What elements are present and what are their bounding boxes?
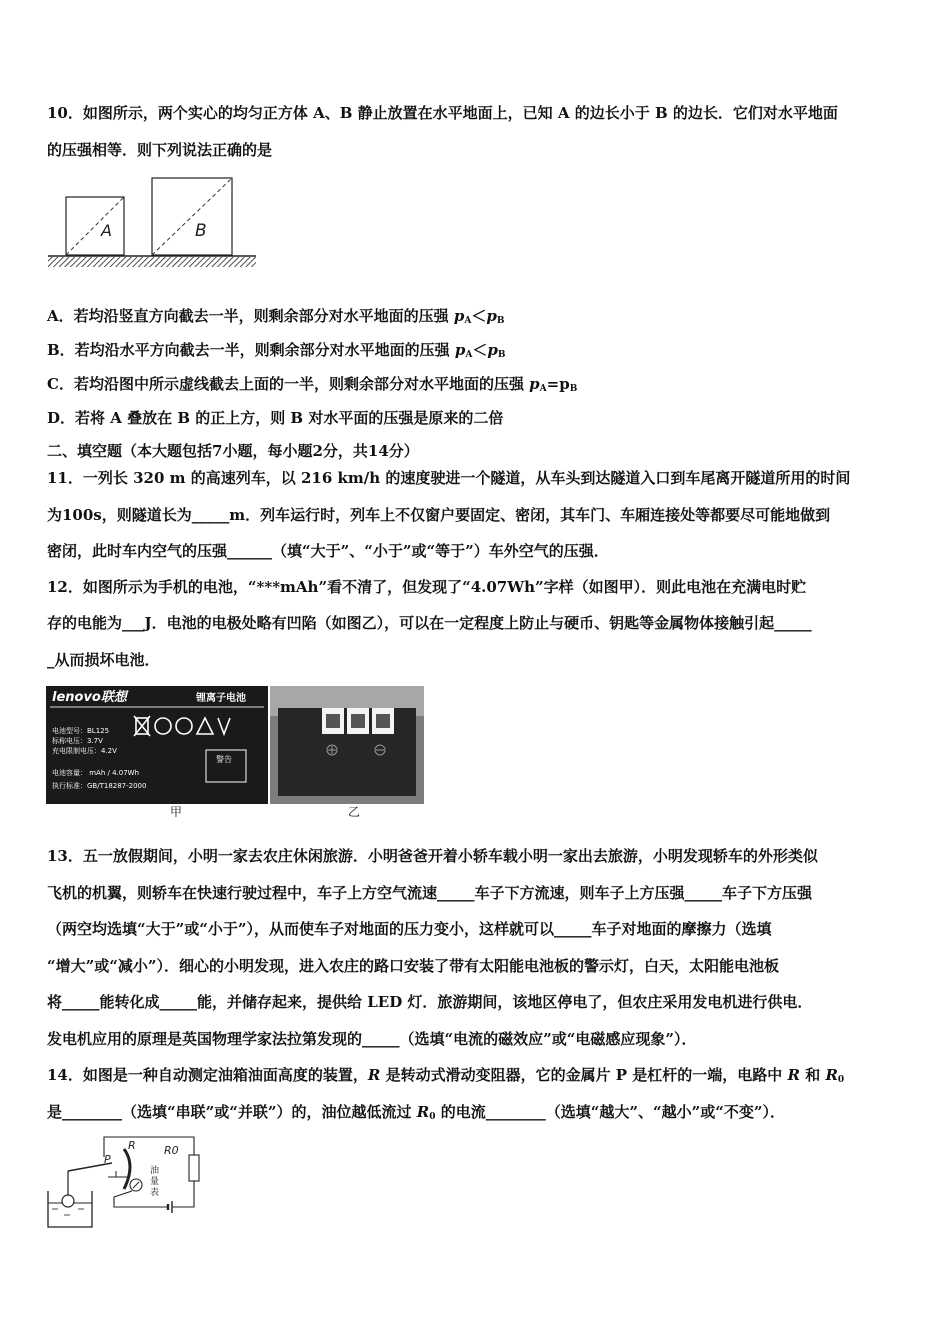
float-ball (62, 1195, 74, 1207)
battery-spec-1: 电池型号：BL125 (52, 727, 110, 735)
q10-option-a: A．若均沿竖直方向截去一半，则剩余部分对水平地面的压强 $p_A<p_B$ (47, 307, 505, 326)
ground-hatch (48, 257, 256, 267)
battery-warning: 警告 (216, 755, 232, 764)
q13-line-6: 发电机应用的原理是英国物理学家法拉第发现的_____（选填“电流的磁效应”或“电磁感应现象”）． (47, 1030, 697, 1048)
q10-option-c: C．若均沿图中所示虚线截去上面的一半，则剩余部分对水平地面的压强 $p_A=p_B$ (47, 375, 578, 394)
q12-battery-figure (46, 686, 426, 824)
label-r: R (128, 1139, 136, 1152)
label-p: P (104, 1153, 111, 1166)
q12-line-3: _从而损坏电池． (47, 651, 160, 669)
q12-line-2: 存的电能为___J．电池的电极处略有凹陷（如图乙），可以在一定程度上防止与硬币、钥匙等金属物体接触引起_____ (47, 614, 812, 632)
q10-line-1: 10．如图所示，两个实心的均匀正方体 A、B 静止放置在水平地面上，已知 A 的边长小于 B 的边长．它们对水平地面 (47, 104, 838, 122)
q14-line-1: 14．如图是一种自动测定油箱油面高度的装置，R 是转动式滑动变阻器，它的金属片 P 是杠杆的一端，电路中 R 和 $R_0$ (47, 1066, 845, 1085)
battery-brand: lenovo联想 (52, 690, 127, 705)
q14-line-2: 是________（选填“串联”或“并联”）的，油位越低流过 $R_0$ 的电流________（选填“越大”、“越小”或“不变”）． (47, 1103, 785, 1122)
q13-line-2: 飞机的机翼，则轿车在快速行驶过程中，车子上方空气流速_____车子下方流速，则车子上方压强_____车子下方压强 (47, 884, 813, 902)
q10-line-2: 的压强相等．则下列说法正确的是 (47, 141, 273, 159)
battery-spec-4: 电池容量： mAh / 4.07Wh (52, 769, 140, 777)
battery-spec-2: 标称电压：3.7V (52, 737, 103, 745)
q13-line-4: “增大”或“减小”）．细心的小明发现，进入农庄的路口安装了带有太阳能电池板的警示灯，白天，太阳能电池板 (47, 957, 780, 975)
q11-line-3: 密闭，此时车内空气的压强______（填“大于”、“小于”或“等于”）车外空气的压强． (47, 542, 609, 560)
q10-option-b: B．若均沿水平方向截去一半，则剩余部分对水平地面的压强 $p_A<p_B$ (47, 341, 506, 360)
section-2-heading: 二、填空题（本大题包括7小题，每小题2分，共14分） (47, 442, 419, 460)
caption-yi: 乙 (348, 805, 361, 819)
label-r0: R0 (164, 1144, 179, 1157)
battery-spec-3: 充电限制电压：4.2V (52, 747, 117, 755)
battery-type: 锂离子电池 (196, 693, 246, 704)
q10-cubes-figure (46, 172, 258, 276)
q11-line-1: 11．一列长 320 m 的高速列车，以 216 km/h 的速度驶进一个隧道，从车头到达隧道入口到车尾离开隧道所用的时间 (47, 469, 851, 487)
q13-line-5: 将_____能转化成_____能，并储存起来，提供给 LED 灯．旅游期间，该地区停电了，但农庄采用发电机进行供电． (47, 993, 813, 1011)
battery-spec-5: 执行标准：GB/T18287-2000 (52, 782, 147, 790)
q14-oil-gauge-figure (44, 1135, 204, 1235)
cube-a (66, 197, 124, 255)
meter-label: 油量表 (150, 1166, 160, 1198)
q13-line-1: 13．五一放假期间，小明一家去农庄休闲旅游．小明爸爸开着小轿车载小明一家出去旅游，小明发现轿车的外形类似 (47, 847, 818, 865)
cube-a-label: A (101, 221, 112, 240)
q13-line-3: （两空均选填“大于”或“小于”），从而使车子对地面的压力变小，这样就可以_____车子对地面的摩擦力（选填 (47, 920, 772, 938)
q12-line-1: 12．如图所示为手机的电池，“***mAh”看不清了，但发现了“4.07Wh”字样（如图甲）．则此电池在充满电时贮 (47, 578, 807, 596)
cube-b-label: B (195, 221, 207, 241)
q10-option-d: D．若将 A 叠放在 B 的正上方，则 B 对水平面的压强是原来的二倍 (47, 409, 504, 427)
q11-line-2: 为100s，则隧道长为_____m．列车运行时，列车上不仅窗户要固定、密闭，其车门、车厢连接处等都要尽可能地做到 (47, 506, 831, 524)
caption-jia: 甲 (170, 805, 183, 819)
